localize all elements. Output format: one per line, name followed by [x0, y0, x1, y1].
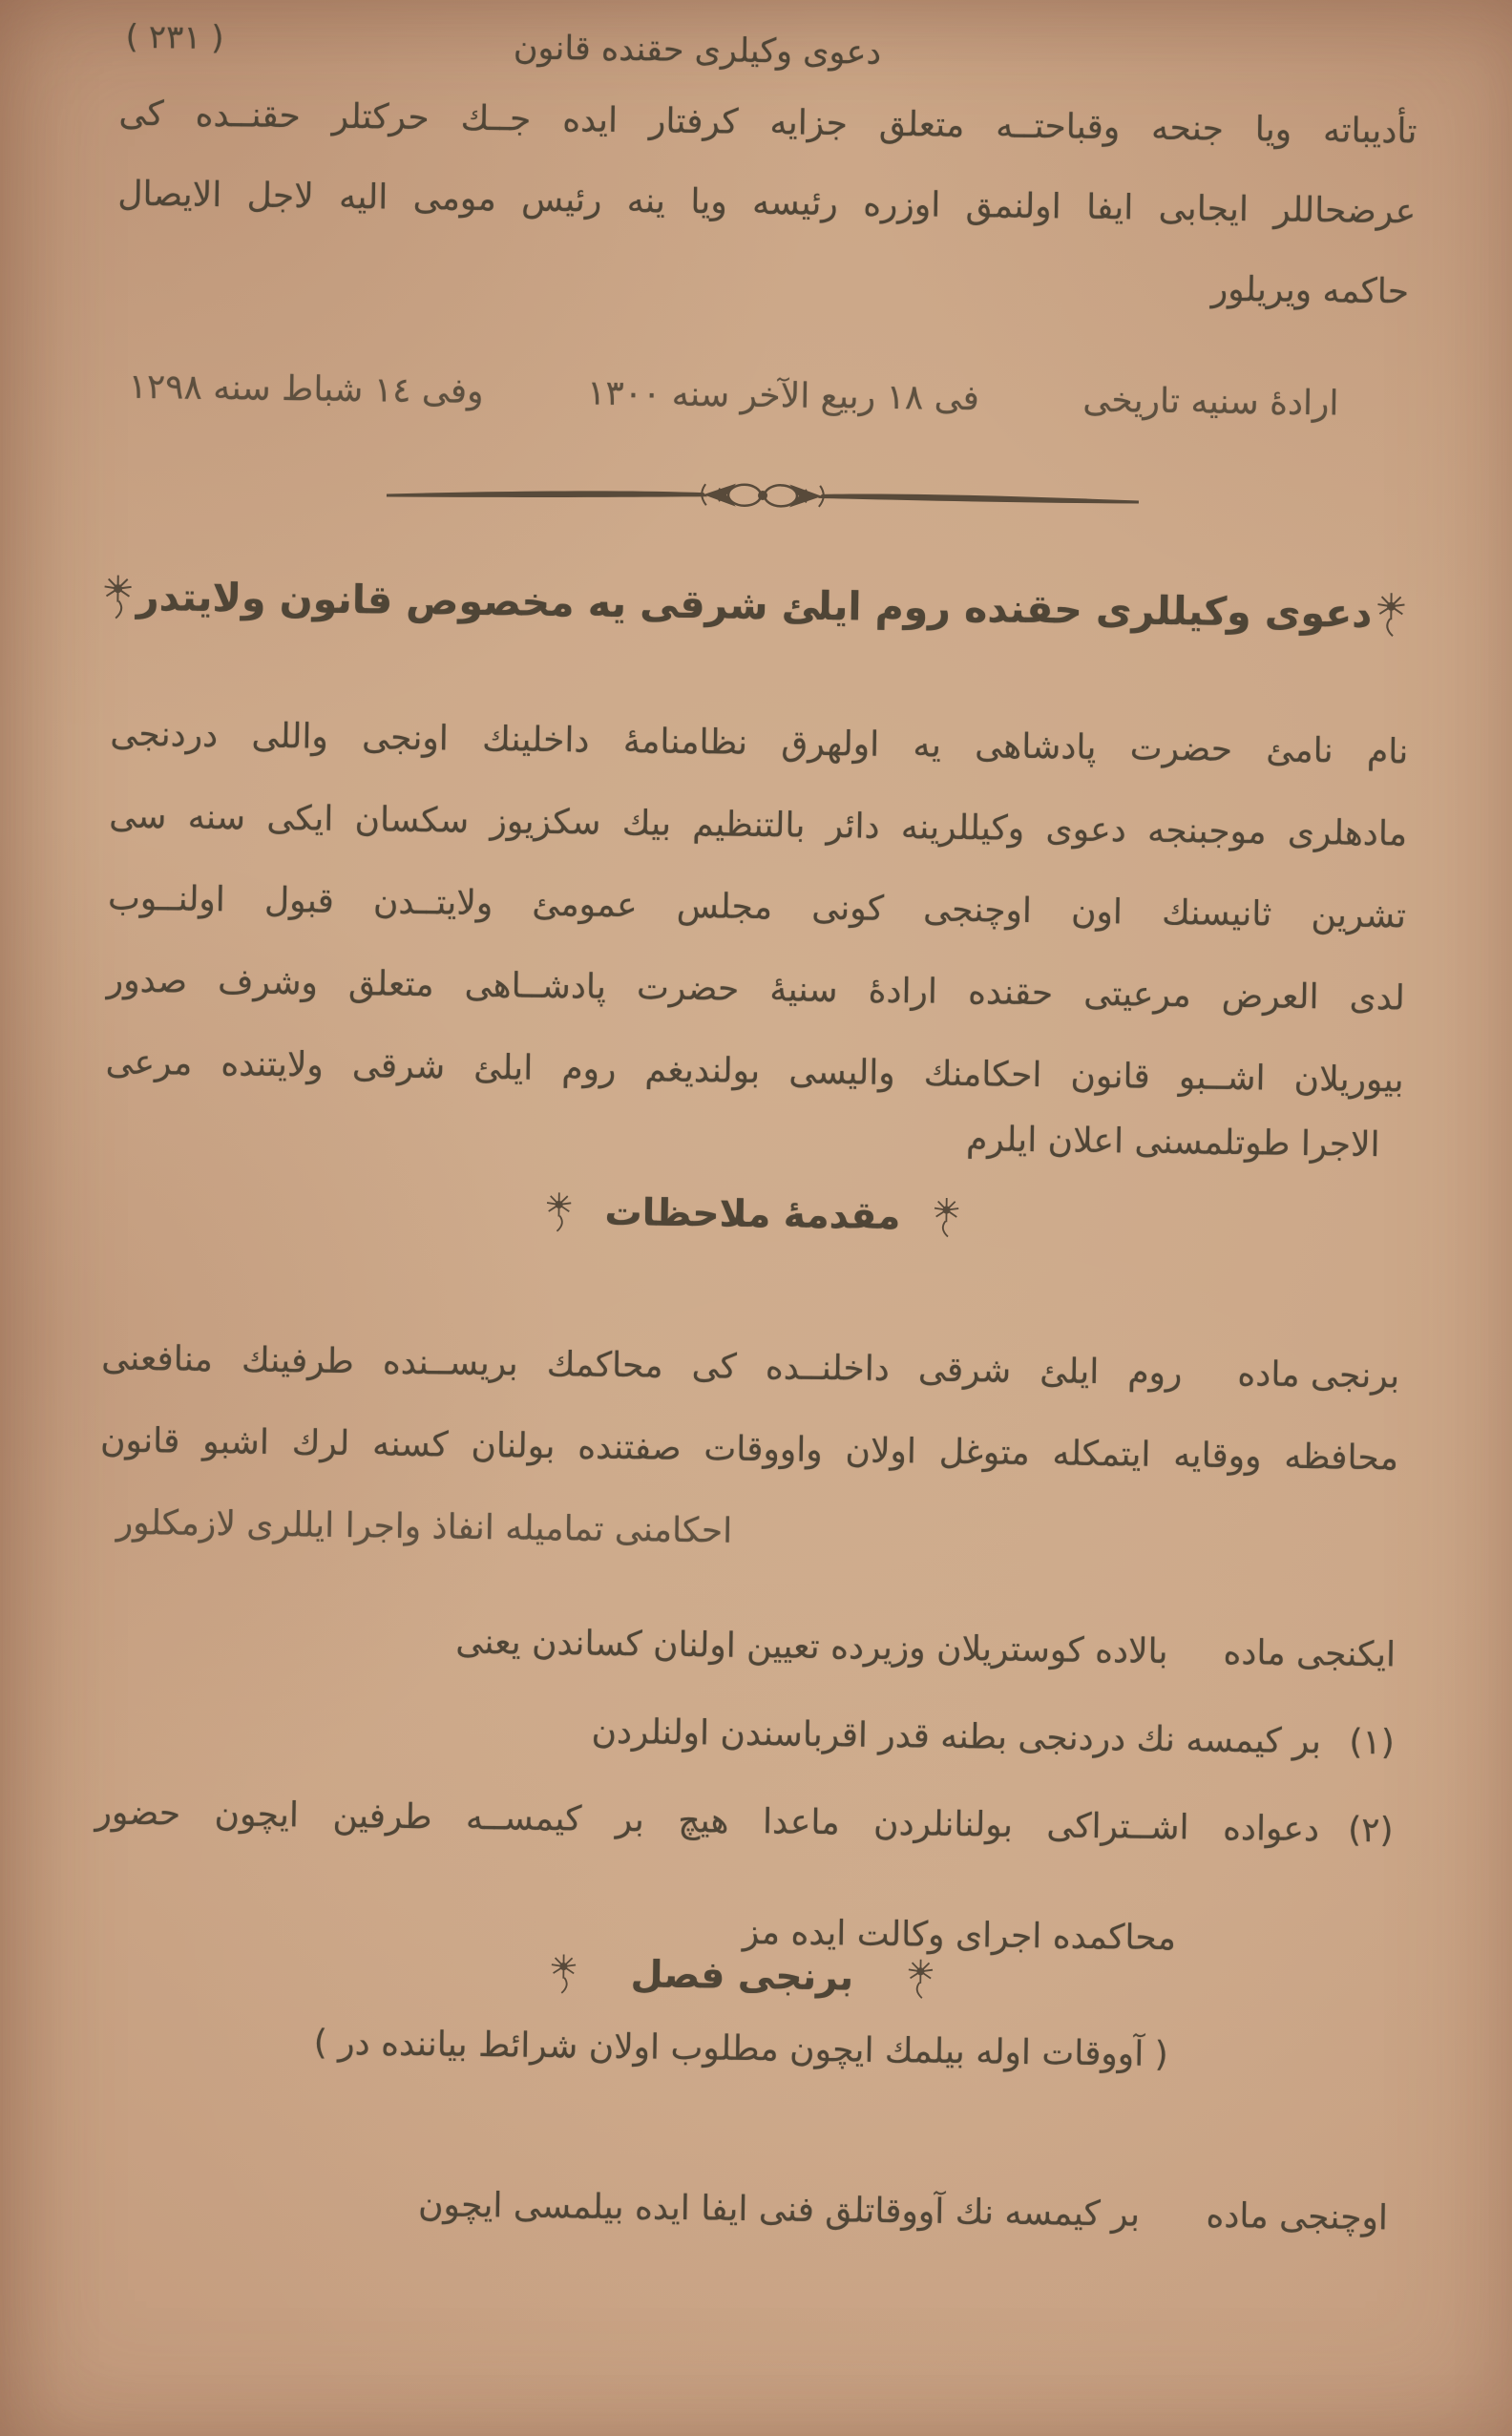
flower-ornament-icon [903, 1955, 938, 2001]
intro-line-3: حاكمه ويريلور [1210, 269, 1410, 312]
intro-line-2: عرضحاللر ايجابى ايفا اولنمق اوزره رئيسه ويا ينه رئيس مومى اليه لاجل الايصال [117, 174, 1417, 232]
article2-item-2 [94, 1781, 1394, 1862]
article1-line-2: محافظه ووقايه ايتمكله متوغل اولان واووقات صفتنده بولنان كسنه لرك اشبو قانون [99, 1420, 1399, 1479]
article2-item1-text: بر كيمسه نك دردنجى بطنه قدر اقرباسندن اولنلردن [591, 1712, 1322, 1762]
article2-item-1 [95, 1693, 1395, 1774]
article1-line-1 [101, 1327, 1400, 1408]
running-title: دعوى وكيلرى حقنده قانون [513, 29, 882, 73]
page-header [119, 18, 1418, 94]
preface-heading [103, 1182, 1402, 1246]
article2-item1-marker: (١) [1349, 1722, 1396, 1763]
proclamation-line-2: مادهلرى موجبنجه دعوى وكيللرينه دائر بالتنظيم بيك سكزيوز سكسان ايكى سنه سى [108, 796, 1408, 854]
decree-date-rumi: وفى ١٤ شباط سنه ١٢٩٨ [128, 367, 484, 411]
proclamation-line-1: نام نامئ حضرت پادشاهى يه اولهرق نظامنامۀ داخلينك اونجى واللى دردنجى [110, 714, 1409, 772]
decree-date-line [115, 368, 1413, 425]
article2-item2-text: دعواده اشــتراكى بولنانلردن ماعدا هيچ بر كيمســه طرفين ايچون حضور [94, 1793, 1320, 1850]
flower-ornament-icon [546, 1950, 581, 1996]
article2-continuation: محاكمده اجراى وكالت ايده مز [742, 1912, 1177, 1959]
law-title-text: دعوى وكيللرى حقنده روم ايلئ شرقى يه مخصوص قانون ولايتدر [136, 573, 1373, 637]
intro-line-1: تأديباته ويا جنحه وقباحتــه متعلق جزايه كرفتار ايده جــك حركتلر حقنــده كى [118, 94, 1418, 152]
article3-label: اوچنجى ماده [1206, 2195, 1389, 2238]
article2-item2-marker: (٢) [1347, 1810, 1394, 1851]
section-divider [114, 467, 1413, 529]
decree-date-hijri: فى ١٨ ربيع الآخر سنه ١٣٠٠ [586, 373, 980, 419]
article1-text-1: روم ايلئ شرقى داخلنــده كى محاكمك بريســنده طرفينك منافعنى [101, 1338, 1183, 1394]
article2-line-1 [97, 1606, 1396, 1687]
flower-ornament-icon [929, 1194, 964, 1240]
decree-date-label: ارادۀ سنيه تاريخى [1082, 380, 1339, 424]
proclamation-line-6: الاجرا طوتلمسنى اعلان ايلرم [965, 1120, 1380, 1166]
chapter-note: ( آووقات اوله بيلمك ايچون مطلوب اولان شرائط بياننده در ) [313, 2023, 1169, 2075]
flower-ornament-icon [541, 1188, 577, 1234]
article1-label: برنجى ماده [1237, 1354, 1400, 1396]
article2-intro-text: بالاده كوستريلان وزيرده تعيين اولنان كساندن يعنى [455, 1622, 1168, 1672]
article3-line-1 [90, 2169, 1389, 2250]
proclamation-line-4: لدى العرض مرعيتى حقنده ارادۀ سنيۀ حضرت پادشــاهى متعلق وشرف صدور [106, 960, 1406, 1018]
proclamation-line-5: بيوريلان اشــبو قانون احكامنك واليسى بولنديغم روم ايلئ شرقى ولايتنده مرعى [105, 1042, 1404, 1101]
page-number: ( ٢٣١ ) [125, 17, 224, 58]
law-title-heading [112, 572, 1411, 640]
article3-text: بر كيمسه نك آووقاتلق فنى ايفا ايده بيلمسى ايچون [417, 2185, 1141, 2235]
flower-ornament-icon [1372, 589, 1411, 640]
divider-ornament-icon [381, 470, 1145, 524]
chapter-heading-text: برنجى فصل [630, 1952, 854, 2000]
article1-line-3: احكامنى تماميله انفاذ واجرا ايللرى لازمكلور [116, 1502, 733, 1551]
flower-ornament-icon [98, 571, 137, 621]
proclamation-line-3: تشرين ثانيسنك اون اوچنجى كونى مجلس عمومئ ولايتــدن قبول اولنــوب [107, 878, 1407, 936]
article2-label: ايكنجى ماده [1223, 1632, 1396, 1675]
preface-heading-text: مقدمۀ ملاحظات [604, 1190, 901, 1238]
